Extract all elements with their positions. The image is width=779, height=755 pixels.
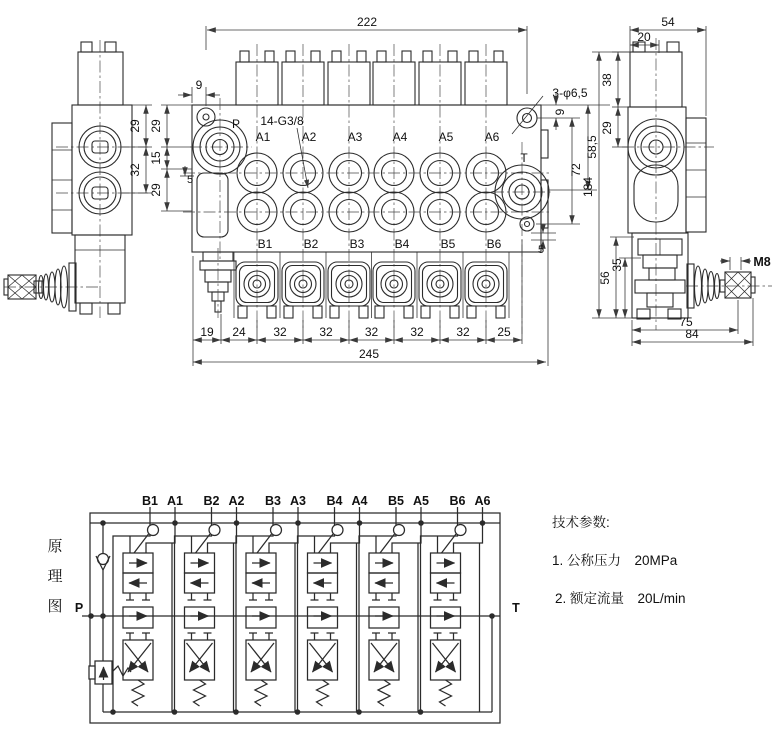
relief-valve bbox=[89, 616, 131, 712]
dim-9-right: 9 bbox=[553, 108, 567, 116]
schematic-b1: B1 bbox=[142, 494, 158, 508]
right-side-view bbox=[581, 15, 772, 346]
dim-24: 24 bbox=[232, 325, 246, 339]
dim-9-left: 9 bbox=[195, 78, 203, 92]
front-view bbox=[149, 15, 610, 366]
dim-222: 222 bbox=[356, 15, 378, 29]
dim-left-29: 29 bbox=[128, 119, 142, 133]
schematic-a1: A1 bbox=[167, 494, 183, 508]
dim-29-right: 29 bbox=[600, 121, 614, 135]
check-valve bbox=[96, 523, 110, 616]
dim-29b: 29 bbox=[149, 183, 163, 197]
dim-20: 20 bbox=[637, 30, 651, 44]
schematic-a6: A6 bbox=[474, 494, 491, 508]
dim-184: 184 bbox=[581, 176, 595, 198]
schematic-b6: B6 bbox=[449, 494, 466, 508]
label-a5: A5 bbox=[438, 130, 454, 144]
tech-params-title: 技术参数: bbox=[552, 515, 610, 530]
left-side-view bbox=[4, 40, 152, 318]
label-b1: B1 bbox=[257, 237, 273, 251]
label-a3: A3 bbox=[347, 130, 363, 144]
schematic-a5: A5 bbox=[413, 494, 429, 508]
schematic-title-char3: 图 bbox=[47, 598, 63, 615]
dim-19: 19 bbox=[200, 325, 214, 339]
schematic-title-char2: 理 bbox=[47, 568, 63, 585]
schematic-b3: B3 bbox=[265, 494, 281, 508]
dim-32-5: 32 bbox=[456, 325, 470, 339]
label-a1: A1 bbox=[255, 130, 271, 144]
dim-72: 72 bbox=[569, 163, 583, 177]
schematic-a2: A2 bbox=[228, 494, 245, 508]
schematic-title bbox=[47, 538, 62, 615]
dim-5-right: 5 bbox=[537, 244, 545, 256]
dim-5-left: 5 bbox=[186, 174, 194, 186]
dim-15: 15 bbox=[149, 151, 163, 165]
label-a4: A4 bbox=[392, 130, 408, 144]
tech-params bbox=[552, 514, 686, 606]
dim-29a: 29 bbox=[149, 119, 163, 133]
label-port-p: P bbox=[231, 117, 241, 131]
right-view-dims bbox=[581, 15, 771, 346]
dim-585: 58,5 bbox=[585, 135, 599, 159]
schematic-port-p: P bbox=[74, 601, 84, 615]
schematic-port-t: T bbox=[512, 601, 520, 615]
left-view-dims bbox=[122, 105, 152, 193]
dim-32-1: 32 bbox=[273, 325, 287, 339]
dim-56: 56 bbox=[598, 271, 612, 285]
dim-32-2: 32 bbox=[319, 325, 333, 339]
label-a6: A6 bbox=[484, 130, 500, 144]
dim-84: 84 bbox=[685, 327, 699, 341]
label-b5: B5 bbox=[440, 237, 456, 251]
schematic-title-char1: 原 bbox=[47, 538, 63, 555]
dim-35: 35 bbox=[610, 258, 624, 272]
tech-params-item2: 2. 额定流量 20L/min bbox=[555, 591, 686, 606]
bolt-callout: 3-φ6,5 bbox=[552, 86, 588, 100]
schematic-b5: B5 bbox=[388, 494, 404, 508]
dim-left-32: 32 bbox=[128, 163, 142, 177]
label-port-t: T bbox=[520, 151, 528, 165]
dim-245: 245 bbox=[358, 347, 380, 361]
label-b4: B4 bbox=[394, 237, 410, 251]
dim-38: 38 bbox=[600, 73, 614, 87]
dim-25: 25 bbox=[497, 325, 511, 339]
label-b2: B2 bbox=[303, 237, 319, 251]
label-a2: A2 bbox=[301, 130, 317, 144]
dim-54: 54 bbox=[661, 15, 675, 29]
schematic-a3: A3 bbox=[290, 494, 306, 508]
relief-adjuster bbox=[200, 248, 236, 318]
schematic-b4: B4 bbox=[326, 494, 343, 508]
schematic-b2: B2 bbox=[203, 494, 220, 508]
dim-32-4: 32 bbox=[410, 325, 424, 339]
tech-params-item1: 1. 公称压力 20MPa bbox=[552, 553, 678, 568]
label-b6: B6 bbox=[486, 237, 502, 251]
thread-callout: 14-G3/8 bbox=[260, 114, 304, 128]
thread-m8: M8 bbox=[753, 255, 771, 269]
label-b3: B3 bbox=[349, 237, 365, 251]
dim-75: 75 bbox=[679, 315, 693, 329]
hydraulic-schematic bbox=[47, 494, 520, 723]
dim-32-3: 32 bbox=[364, 325, 379, 339]
schematic-a4: A4 bbox=[351, 494, 368, 508]
